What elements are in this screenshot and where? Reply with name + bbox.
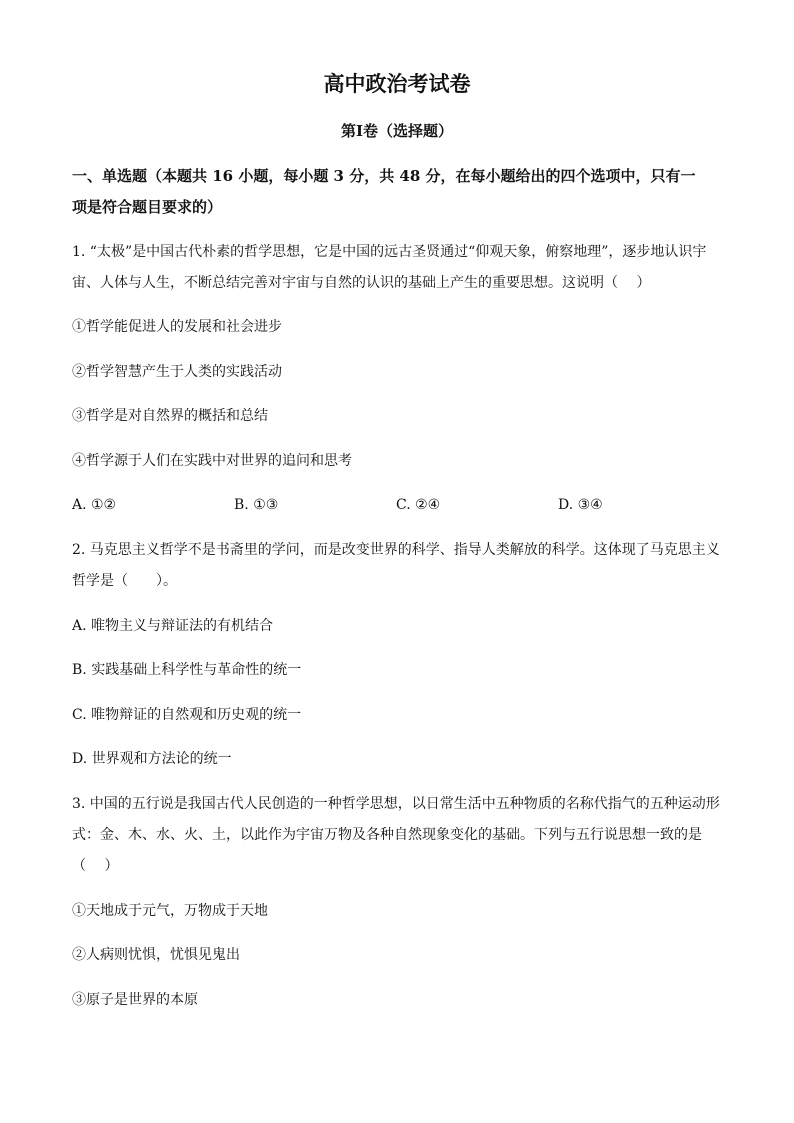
q1-item-4: ④哲学源于人们在实践中对世界的追问和思考 <box>72 453 352 469</box>
q2-stem-line1: 2. 马克思主义哲学不是书斋里的学问，而是改变世界的科学、指导人类解放的科学。这体现了马克思主义 <box>72 542 720 558</box>
section-heading-line2: 项是符合题目要求的） <box>72 198 223 216</box>
q1-stem-line2: 宙、人体与人生，不断总结完善对宇宙与自然的认识的基础上产生的重要思想。这说明（ ） <box>72 275 651 291</box>
q1-item-3: ③哲学是对自然界的概括和总结 <box>72 408 268 424</box>
q1-option-d: D. ③④ <box>558 497 603 513</box>
q2-option-b: B. 实践基础上科学性与革命性的统一 <box>72 662 302 678</box>
q1-item-1: ①哲学能促进人的发展和社会进步 <box>72 319 282 335</box>
q3-stem-line1: 3. 中国的五行说是我国古代人民创造的一种哲学思想，以日常生活中五种物质的名称代指气的五种运动形 <box>72 796 720 812</box>
q3-stem-line2: 式：金、木、水、火、土，以此作为宇宙万物及各种自然现象变化的基础。下列与五行说思想一致的是 <box>72 827 702 843</box>
q2-option-c: C. 唯物辩证的自然观和历史观的统一 <box>72 707 302 723</box>
q2-stem-line2: 哲学是（ ）。 <box>72 573 177 589</box>
q1-stem-line1: 1. “太极”是中国古代朴素的哲学思想，它是中国的远古圣贤通过“仰观天象，俯察地理”，逐步地认识宇 <box>72 244 707 260</box>
q3-item-3: ③原子是世界的本原 <box>72 992 198 1008</box>
q1-item-2: ②哲学智慧产生于人类的实践活动 <box>72 364 282 380</box>
q2-option-d: D. 世界观和方法论的统一 <box>72 751 232 767</box>
q1-option-b: B. ①③ <box>234 497 279 513</box>
q3-item-2: ②人病则忧惧，忧惧见鬼出 <box>72 947 240 963</box>
page-title: 高中政治考试卷 <box>323 71 471 96</box>
q3-stem-line3: （ ） <box>72 858 119 874</box>
section-heading-line1: 一、单选题（本题共 16 小题，每小题 3 分，共 48 分，在每小题给出的四个选项中，只有一 <box>72 167 696 185</box>
q1-option-c: C. ②④ <box>396 497 441 513</box>
q2-option-a: A. 唯物主义与辩证法的有机结合 <box>72 618 274 634</box>
q1-option-a: A. ①② <box>72 497 117 513</box>
section-subtitle: 第Ⅰ卷（选择题） <box>340 122 454 140</box>
q3-item-1: ①天地成于元气，万物成于天地 <box>72 903 268 919</box>
